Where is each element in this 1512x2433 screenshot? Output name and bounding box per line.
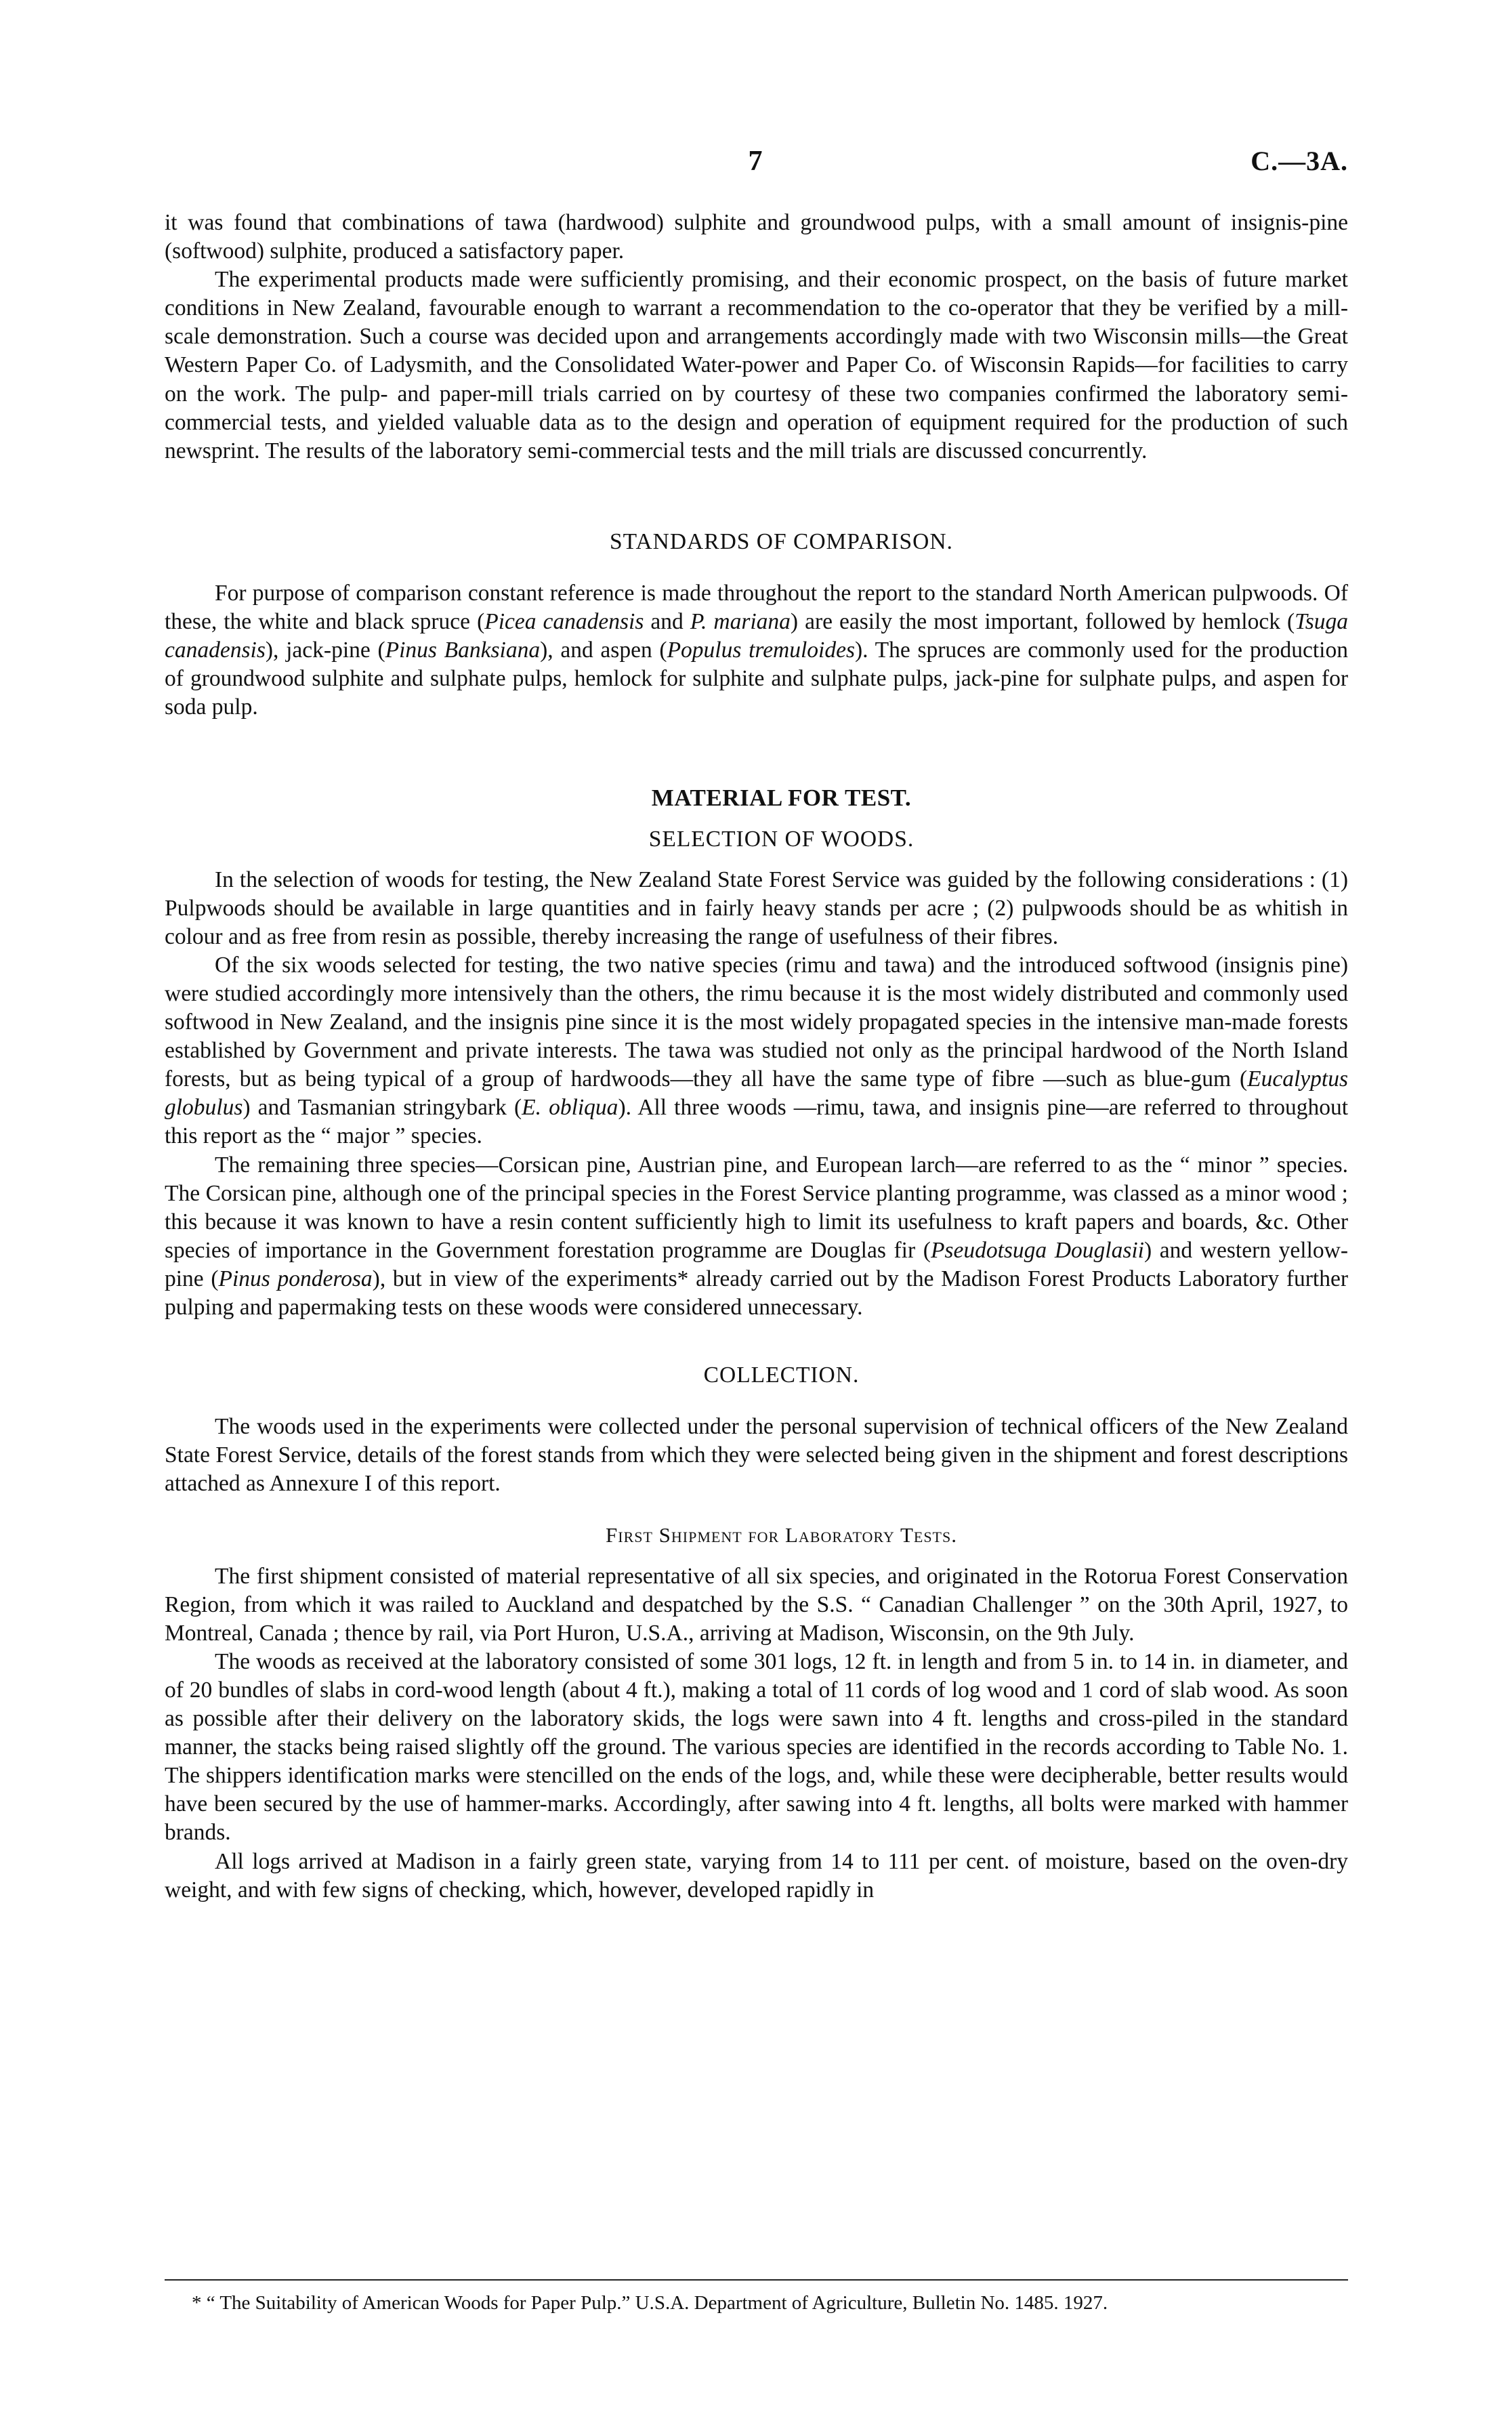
species-name: Pinus Banksiana [385,638,541,663]
selection-paragraph-1: In the selection of woods for testing, the New Zealand State Forest Service was guided by the following considerations : (1) Pulpwoods should be available in large quantities and in fairly heavy stands per acre ; (2) pulpwoods should be as whitish in colour and as free from resin as possible, thereby increasing the range of usefulness of their fibres. [165,867,1348,949]
species-name: Populus tremuloides [667,638,856,663]
intro-paragraph-1: it was found that combinations of tawa (hardwood) sulphite and groundwood pulps, with a small amount of insignis-pine (softwood) sulphite, produced a satisfactory paper. [165,210,1348,264]
subheading-selection: SELECTION OF WOODS. [648,826,915,852]
species-name: P. mariana [690,609,791,635]
section-heading-material: MATERIAL FOR TEST. [651,785,912,812]
species-name: Eucalyptus globulus [165,1066,1348,1121]
footnote-text: * “ The Suitability of American Woods for Paper Pulp.” U.S.A. Department of Agriculture, Bulletin No. 1485. 1927. [192,2292,1108,2314]
footnote [165,2290,1348,2316]
selection-paragraph-2: Of the six woods selected for testing, the two native species (rimu and tawa) and the introduced softwood (insignis pine) were studied accordingly more intensively than the others, the rimu because it is the most widely distributed and commonly used softwood in New Zealand, and the insignis pine since it is the most widely propagated species in the intensive man-made forests established by Government and private interests. The tawa was studied not only as the principal hardwood of the North Island forests, but as being typical of a group of hardwoods—they all have the same type of fibre —such as blue-gum (Eucalyptus globulus) and Tasmanian stringybark (E. obliqua). All three woods —rimu, tawa, and insignis pine—are referred to throughout this report as the “ major ” species. [165,952,1349,1149]
species-name: Pinus ponderosa [218,1266,373,1291]
document-reference: C.—3A. [1251,146,1348,176]
species-name: Pseudotsuga Douglasii [930,1237,1144,1263]
page-number: 7 [748,146,763,177]
collection-paragraph-3: The woods as received at the laboratory consisted of some 301 logs, 12 ft. in length and from 5 in. to 14 in. in diameter, and of 20 bundles of slabs in cord-wood length (about 4 ft.), making a total of 11 cords of log wood and 1 cord of slab wood. As soon as possible after their delivery on the laboratory skids, the logs were sawn into 4 ft. lengths and cross-piled in the standard manner, the stacks being raised slightly off the ground. The various species are identified in the records according to Table No. 1. The shippers identification marks were stencilled on the ends of the logs, and, while these were decipherable, better results would have been secured by the use of hammer-marks. Accordingly, after sawing into 4 ft. lengths, all bolts were marked with hammer brands. [165,1648,1348,1846]
body-text [165,209,1348,1905]
species-name: E. obliqua [522,1095,618,1121]
section-heading-standards: STANDARDS OF COMPARISON. [610,528,953,554]
standards-paragraph: For purpose of comparison constant reference is made throughout the report to the standard North American pulpwoods. Of these, the white and black spruce (Picea canadensis and P. mariana) are easily the most important, followed by hemlock (Tsuga canadensis), jack-pine (Pinus Banksiana), and aspen (Populus tremuloides). The spruces are commonly used for the production of groundwood sulphite and sulphate pulps, hemlock for sulphite and sulphate pulps, jack-pine for sulphate pulps, and aspen for soda pulp. [165,580,1348,720]
selection-paragraph-3: The remaining three species—Corsican pine, Austrian pine, and European larch—are referred to as the “ minor ” species. The Corsican pine, although one of the principal species in the Forest Service planting programme, was classed as a minor wood ; this because it was known to have a resin content sufficiently high to limit its usefulness to kraft papers and boards, &c. Other species of importance in the Government forestation programme are Douglas fir (Pseudotsuga Douglasii) and western yellow-pine (Pinus ponderosa), but in view of the experiments* already carried out by the Madison Forest Products Laboratory further pulping and papermaking tests on these woods were considered unnecessary. [165,1152,1348,1320]
species-name: Tsuga canadensis [165,609,1348,663]
collection-paragraph-4: All logs arrived at Madison in a fairly green state, varying from 14 to 111 per cent. of moisture, based on the oven-dry weight, and with few signs of checking, which, however, developed rapidly in [165,1848,1348,1902]
subheading-first-shipment: First Shipment for Laboratory Tests. [606,1523,957,1547]
section-heading-collection: COLLECTION. [703,1363,860,1388]
collection-paragraph-2: The first shipment consisted of material representative of all six species, and originated in the Rotorua Forest Conservation Region, from which it was railed to Auckland and despatched by the S.S. “ Canadian Challenger ” on the 30th April, 1927, to Montreal, Canada ; thence by rail, via Port Huron, U.S.A., arriving at Madison, Wisconsin, on the 9th July. [165,1563,1348,1646]
species-name: Picea canadensis [484,609,644,635]
footnote-divider [165,2279,1348,2281]
intro-paragraph-2: The experimental products made were sufficiently promising, and their economic prospect, on the basis of future market conditions in New Zealand, favourable enough to warrant a recommendation to the co-operator that they be verified by a mill-scale demonstration. Such a course was decided upon and arrangements accordingly made with two Wisconsin mills—the Great Western Paper Co. of Ladysmith, and the Consolidated Water-power and Paper Co. of Wisconsin Rapids—for facilities to carry on the work. The pulp- and paper-mill trials carried on by courtesy of these two companies confirmed the laboratory semi-commercial tests, and yielded valuable data as to the design and operation of equipment required for the production of such newsprint. The results of the laboratory semi-commercial tests and the mill trials are discussed concurrently. [165,267,1348,463]
collection-paragraph-1: The woods used in the experiments were collected under the personal supervision of technical officers of the New Zealand State Forest Service, details of the forest stands from which they were selected being given in the shipment and forest descriptions attached as Annexure I of this report. [165,1414,1348,1497]
